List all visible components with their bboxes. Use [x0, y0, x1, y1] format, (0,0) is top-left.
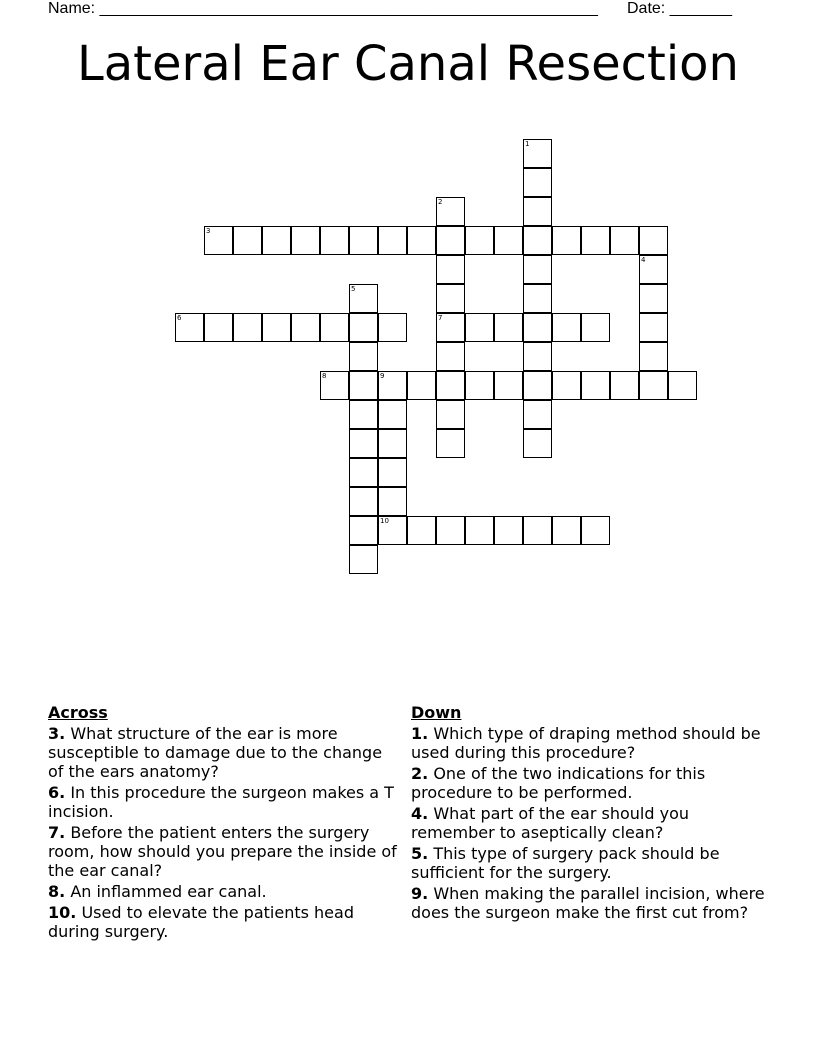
clue-number: 1. [411, 724, 429, 743]
clue-text: When making the parallel incision, where does the surgeon make the first cut from? [411, 884, 765, 922]
crossword-cell[interactable] [581, 226, 610, 255]
crossword-cell[interactable] [262, 313, 291, 342]
crossword-cell[interactable] [465, 516, 494, 545]
crossword-cell[interactable] [204, 313, 233, 342]
crossword-cell[interactable] [436, 255, 465, 284]
clue-down-1 [411, 724, 771, 762]
clue-across-3 [48, 724, 398, 781]
crossword-cell[interactable] [523, 371, 552, 400]
crossword-cell[interactable] [378, 400, 407, 429]
crossword-cell[interactable] [233, 313, 262, 342]
crossword-cell[interactable] [523, 284, 552, 313]
clue-text: An inflammed ear canal. [70, 882, 267, 901]
crossword-cell[interactable] [523, 429, 552, 458]
crossword-cell[interactable] [349, 429, 378, 458]
crossword-cell[interactable] [523, 255, 552, 284]
crossword-cell[interactable] [407, 371, 436, 400]
page-title: Lateral Ear Canal Resection [77, 36, 739, 92]
crossword-cell[interactable] [639, 313, 668, 342]
crossword-cell[interactable] [378, 313, 407, 342]
crossword-cell[interactable] [378, 226, 407, 255]
clue-text: Before the patient enters the surgery room, how should you prepare the inside of the ear canal? [48, 823, 397, 880]
clue-down-5 [411, 844, 771, 882]
crossword-cell[interactable] [494, 226, 523, 255]
crossword-cell[interactable] [610, 371, 639, 400]
crossword-cell[interactable] [523, 516, 552, 545]
crossword-cell[interactable] [494, 516, 523, 545]
clue-down-2 [411, 764, 771, 802]
cell-number-2: 2 [438, 198, 443, 206]
crossword-cell[interactable] [349, 400, 378, 429]
down-heading: Down [411, 703, 462, 722]
crossword-cell[interactable] [523, 313, 552, 342]
date-blank[interactable]: _______ [669, 0, 732, 17]
crossword-cell[interactable] [349, 313, 378, 342]
clue-text: What part of the ear should you remember to aseptically clean? [411, 804, 689, 842]
clue-number: 5. [411, 844, 429, 863]
clue-across-7 [48, 823, 398, 880]
crossword-cell[interactable] [523, 342, 552, 371]
crossword-cell[interactable] [639, 371, 668, 400]
crossword-cell[interactable] [233, 226, 262, 255]
crossword-cell[interactable] [262, 226, 291, 255]
crossword-cell[interactable] [639, 342, 668, 371]
clue-number: 6. [48, 783, 66, 802]
crossword-cell[interactable] [552, 313, 581, 342]
crossword-cell[interactable] [639, 284, 668, 313]
crossword-cell[interactable] [668, 371, 697, 400]
crossword-cell[interactable] [581, 313, 610, 342]
crossword-cell[interactable] [436, 226, 465, 255]
cell-number-9: 9 [380, 372, 385, 380]
crossword-cell[interactable] [436, 284, 465, 313]
crossword-cell[interactable] [291, 313, 320, 342]
cell-number-6: 6 [177, 314, 182, 322]
clue-text: What structure of the ear is more susceptible to damage due to the change of the ears anatomy? [48, 724, 383, 781]
clue-number: 3. [48, 724, 66, 743]
crossword-cell[interactable] [436, 342, 465, 371]
clue-text: Used to elevate the patients head during surgery. [48, 903, 354, 941]
crossword-cell[interactable] [465, 226, 494, 255]
down-clues [411, 703, 771, 924]
clue-down-4 [411, 804, 771, 842]
crossword-cell[interactable] [436, 400, 465, 429]
crossword-cell[interactable] [581, 516, 610, 545]
clue-number: 7. [48, 823, 66, 842]
crossword-cell[interactable] [349, 371, 378, 400]
crossword-cell[interactable] [378, 487, 407, 516]
crossword-cell[interactable] [407, 226, 436, 255]
crossword-cell[interactable] [349, 226, 378, 255]
crossword-cell[interactable] [349, 545, 378, 574]
clue-number: 4. [411, 804, 429, 823]
crossword-cell[interactable] [639, 226, 668, 255]
crossword-cell[interactable] [291, 226, 320, 255]
crossword-cell[interactable] [349, 516, 378, 545]
crossword-cell[interactable] [436, 371, 465, 400]
crossword-cell[interactable] [494, 371, 523, 400]
clue-text: This type of surgery pack should be sufficient for the surgery. [411, 844, 720, 882]
clue-across-8 [48, 882, 398, 901]
crossword-cell[interactable] [610, 226, 639, 255]
clue-number: 9. [411, 884, 429, 903]
crossword-cell[interactable] [378, 429, 407, 458]
cell-number-8: 8 [322, 372, 327, 380]
crossword-cell[interactable] [407, 516, 436, 545]
cell-number-1: 1 [525, 140, 530, 148]
crossword-cell[interactable] [465, 313, 494, 342]
crossword-cell[interactable] [349, 458, 378, 487]
across-heading: Across [48, 703, 108, 722]
crossword-cell[interactable] [523, 197, 552, 226]
crossword-cell[interactable] [523, 168, 552, 197]
crossword-cell[interactable] [552, 516, 581, 545]
crossword-cell[interactable] [436, 429, 465, 458]
crossword-cell[interactable] [378, 458, 407, 487]
clue-text: In this procedure the surgeon makes a T incision. [48, 783, 394, 821]
crossword-cell[interactable] [552, 226, 581, 255]
cell-number-4: 4 [641, 256, 646, 264]
clue-text: One of the two indications for this procedure to be performed. [411, 764, 706, 802]
name-blank[interactable]: ________________________________________________________ [99, 0, 598, 17]
clue-text: Which type of draping method should be used during this procedure? [411, 724, 761, 762]
cell-number-3: 3 [206, 227, 211, 235]
across-clues [48, 703, 398, 943]
crossword-cell[interactable] [494, 313, 523, 342]
crossword-cell[interactable] [523, 400, 552, 429]
date-label: Date: [627, 0, 666, 17]
cell-number-10: 10 [380, 517, 389, 525]
crossword-cell[interactable] [349, 342, 378, 371]
cell-number-5: 5 [351, 285, 356, 293]
clue-number: 8. [48, 882, 66, 901]
cell-number-7: 7 [438, 314, 443, 322]
crossword-cell[interactable] [465, 371, 494, 400]
clue-across-6 [48, 783, 398, 821]
clue-down-9 [411, 884, 771, 922]
crossword-cell[interactable] [552, 371, 581, 400]
clue-number: 2. [411, 764, 429, 783]
crossword-cell[interactable] [320, 313, 349, 342]
crossword-cell[interactable] [581, 371, 610, 400]
crossword-cell[interactable] [523, 226, 552, 255]
crossword-cell[interactable] [320, 226, 349, 255]
clue-number: 10. [48, 903, 77, 922]
crossword-cell[interactable] [349, 487, 378, 516]
crossword-cell[interactable] [436, 516, 465, 545]
clue-across-10 [48, 903, 398, 941]
name-label: Name: [48, 0, 96, 17]
